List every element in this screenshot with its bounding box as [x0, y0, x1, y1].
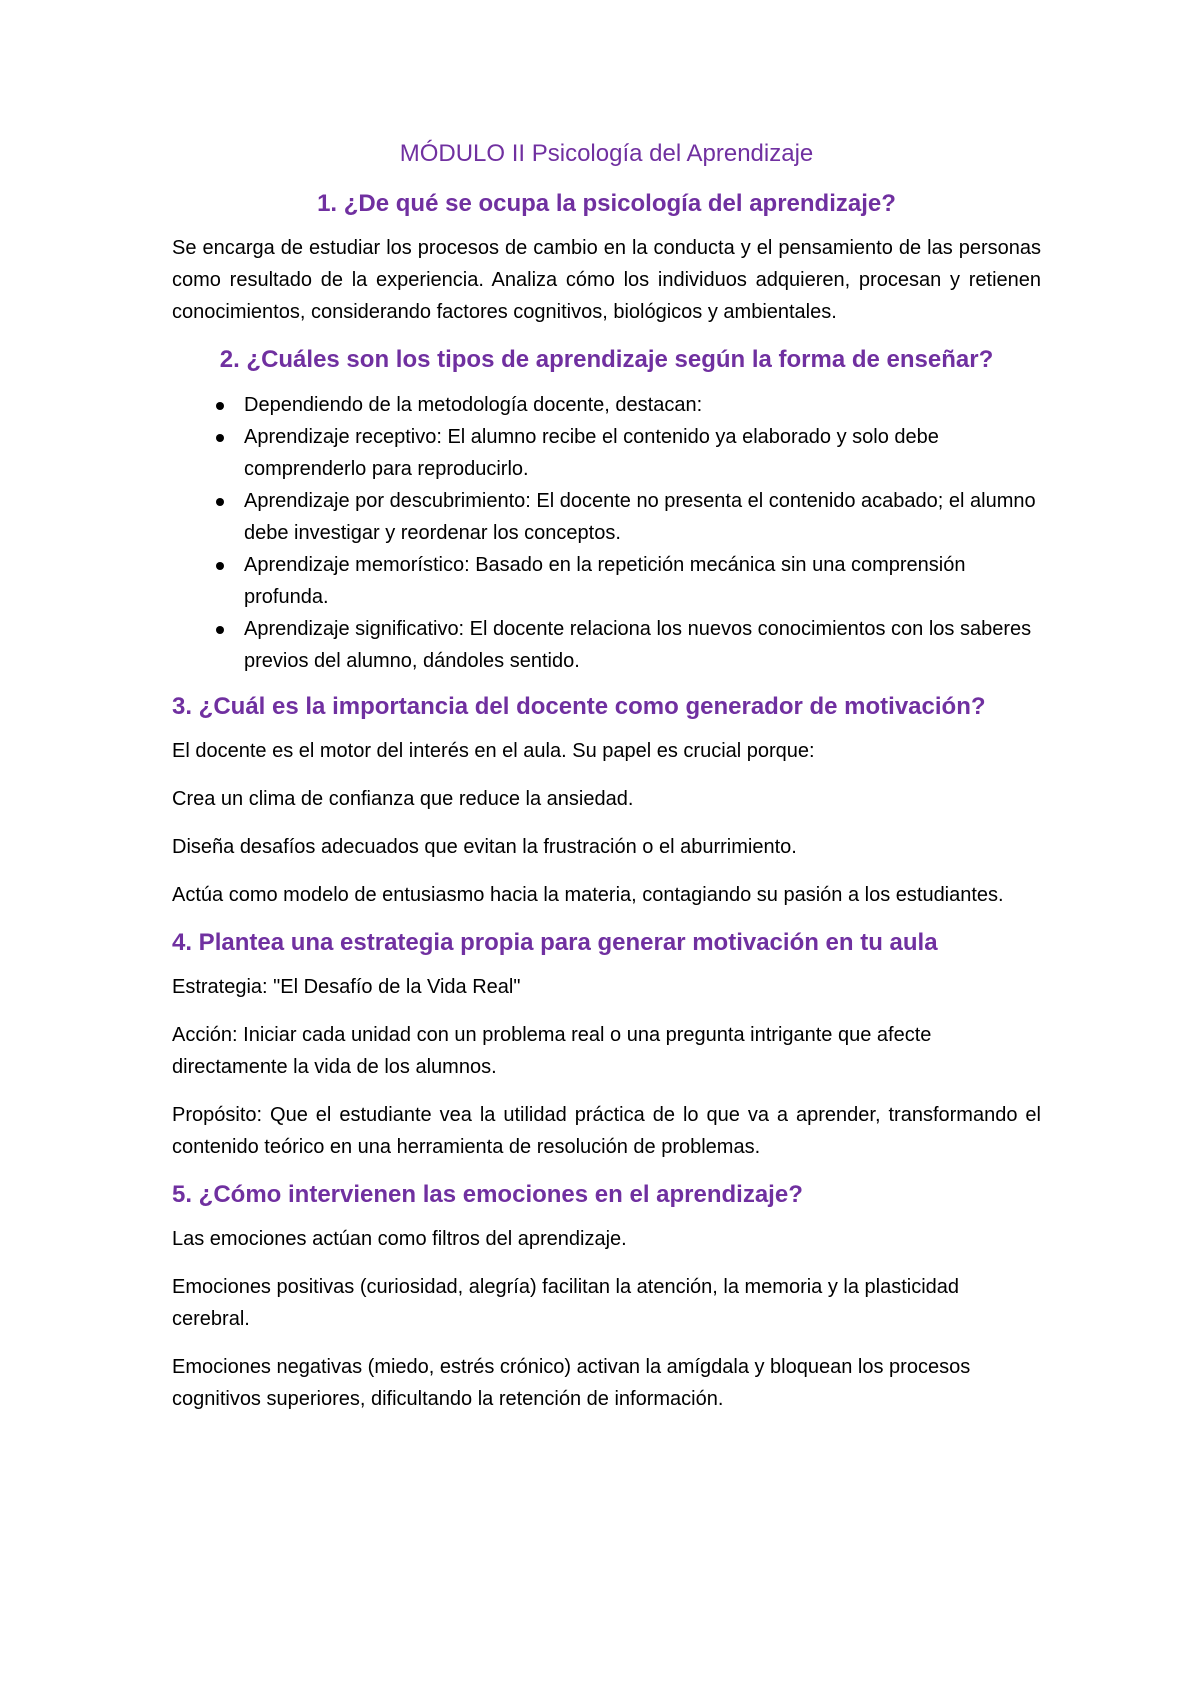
list-item [172, 421, 1041, 485]
section-1-heading: 1. ¿De qué se ocupa la psicología del aprendizaje? [317, 190, 896, 218]
bullet-icon [216, 626, 224, 634]
list-item-text: Dependiendo de la metodología docente, destacan: [244, 393, 703, 416]
section-3-paragraph: Diseña desafíos adecuados que evitan la frustración o el aburrimiento. [172, 835, 797, 858]
list-item [172, 485, 1041, 549]
section-4-heading: 4. Plantea una estrategia propia para generar motivación en tu aula [172, 928, 938, 956]
bullet-icon [216, 562, 224, 570]
section-5-heading: 5. ¿Cómo intervienen las emociones en el aprendizaje? [172, 1180, 803, 1208]
section-4-paragraph: Propósito: Que el estudiante vea la utilidad práctica de lo que va a aprender, transformando el contenido teórico en una herramienta de resolución de problemas. [172, 1103, 1041, 1158]
bullet-icon [216, 402, 224, 410]
section-4-paragraph: Acción: Iniciar cada unidad con un problema real o una pregunta intrigante que afecte directamente la vida de los alumnos. [172, 1023, 932, 1078]
list-item [172, 549, 1041, 613]
section-4-paragraph: Estrategia: "El Desafío de la Vida Real" [172, 975, 521, 998]
bullet-icon [216, 434, 224, 442]
list-item [172, 389, 1041, 421]
section-3-paragraph: El docente es el motor del interés en el aula. Su papel es crucial porque: [172, 739, 815, 762]
section-5-paragraph: Emociones positivas (curiosidad, alegría) facilitan la atención, la memoria y la plasticidad cerebral. [172, 1276, 960, 1331]
section-5-paragraph: Las emociones actúan como filtros del aprendizaje. [172, 1228, 627, 1251]
document-title: MÓDULO II Psicología del Aprendizaje [399, 140, 814, 167]
section-3-paragraph: Actúa como modelo de entusiasmo hacia la materia, contagiando su pasión a los estudiantes. [172, 883, 1004, 906]
section-3-paragraph: Crea un clima de confianza que reduce la ansiedad. [172, 787, 634, 810]
section-5-paragraph: Emociones negativas (miedo, estrés crónico) activan la amígdala y bloquean los procesos cognitivos superiores, dificultando la retención de información. [172, 1356, 971, 1411]
list-item-text: Aprendizaje significativo: El docente relaciona los nuevos conocimientos con los saberes previos del alumno, dándoles sentido. [244, 617, 1032, 672]
section-3-heading: 3. ¿Cuál es la importancia del docente como generador de motivación? [172, 692, 986, 720]
section-2-heading: 2. ¿Cuáles son los tipos de aprendizaje según la forma de enseñar? [219, 346, 994, 374]
bullet-icon [216, 498, 224, 506]
list-item [172, 613, 1041, 677]
list-item-text: Aprendizaje por descubrimiento: El docente no presenta el contenido acabado; el alumno debe investigar y reordenar los conceptos. [244, 489, 1036, 544]
section-2-bullet-list [172, 389, 1041, 677]
list-item-text: Aprendizaje receptivo: El alumno recibe el contenido ya elaborado y solo debe comprenderlo para reproducirlo. [244, 425, 939, 480]
list-item-text: Aprendizaje memorístico: Basado en la repetición mecánica sin una comprensión profunda. [244, 553, 966, 608]
section-1-paragraph: Se encarga de estudiar los procesos de cambio en la conducta y el pensamiento de las personas como resultado de la experiencia. Analiza cómo los individuos adquieren, procesan y retienen conocimientos, considerando factores cognitivos, biológicos y ambientales. [172, 237, 1041, 324]
